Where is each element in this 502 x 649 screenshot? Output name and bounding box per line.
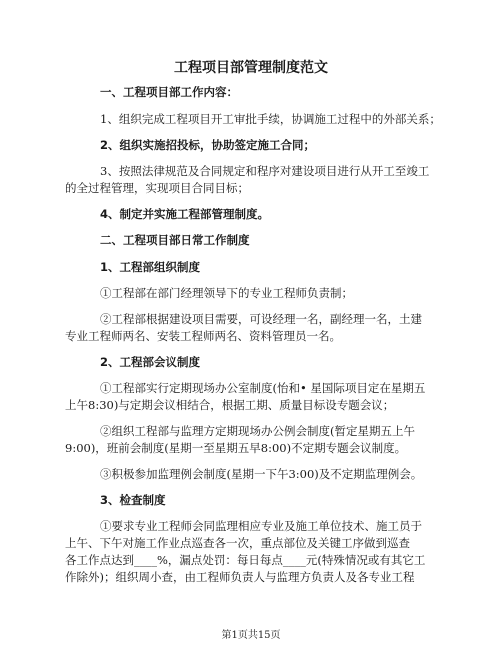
item-heading: 4、制定并实施工程部管理制度。 [100, 207, 269, 221]
paragraph-line: 上午、下午对施工作业点巡查各一次，重点部位及关键工序做到巡查 [65, 536, 410, 550]
subsection-heading: 1、工程部组织制度 [100, 260, 201, 274]
paragraph-line: ①工程部实行定期现场办公室制度(怡和• 星国际项目定在星期五 [100, 381, 426, 395]
paragraph-line: 1、组织完成工程项目开工审批手续，协调施工过程中的外部关系； [100, 112, 441, 126]
paragraph-line: ②组织工程部与监理方定期现场办公例会制度(暂定星期五上午 [100, 424, 415, 438]
paragraph-line: 作除外)；组织周小查，由工程师负责人与监理方负责人及各专业工程 [65, 570, 415, 584]
paragraph-line: 上午8:30)与定期会议相结合，根据工期、质量目标设专题会议； [65, 398, 395, 412]
paragraph-line: ①要求专业工程师会同监理相应专业及施工单位技术、施工员于 [100, 519, 422, 533]
document-title: 工程项目部管理制度范文 [174, 60, 328, 76]
subsection-heading: 3、检查制度 [100, 493, 166, 507]
paragraph-line: 9:00)，班前会制度(星期一至星期五早8:00)不定期专题会议制度。 [65, 441, 407, 455]
section-heading-2: 二、工程项目部日常工作制度 [100, 233, 250, 247]
paragraph-line: ③积极参加监理例会制度(星期一下午3:00)及不定期监理例会。 [100, 467, 423, 481]
paragraph-line: 3、按照法律规范及合同规定和程序对建设项目进行从开工至竣工 [100, 164, 430, 178]
section-heading-1: 一、工程项目部工作内容： [100, 85, 238, 99]
paragraph-line: 各工作点达到____%，漏点处罚：每日每点____元(特殊情况或有其它工 [65, 553, 426, 567]
paragraph-line: ②工程部根据建设项目需要，可设经理一名，副经理一名，土建 [100, 312, 422, 326]
paragraph-line: 的全过程管理，实现项目合同目标； [65, 181, 249, 195]
subsection-heading: 2、工程部会议制度 [100, 355, 201, 369]
item-heading: 2、组织实施招投标，协助签定施工合同； [100, 138, 315, 152]
paragraph-line: 专业工程师两名、安装工程师两名、资料管理员一名。 [65, 329, 341, 343]
paragraph-line: ①工程部在部门经理领导下的专业工程师负责制； [100, 286, 353, 300]
page-number-footer: 第1页共15页 [221, 630, 281, 641]
